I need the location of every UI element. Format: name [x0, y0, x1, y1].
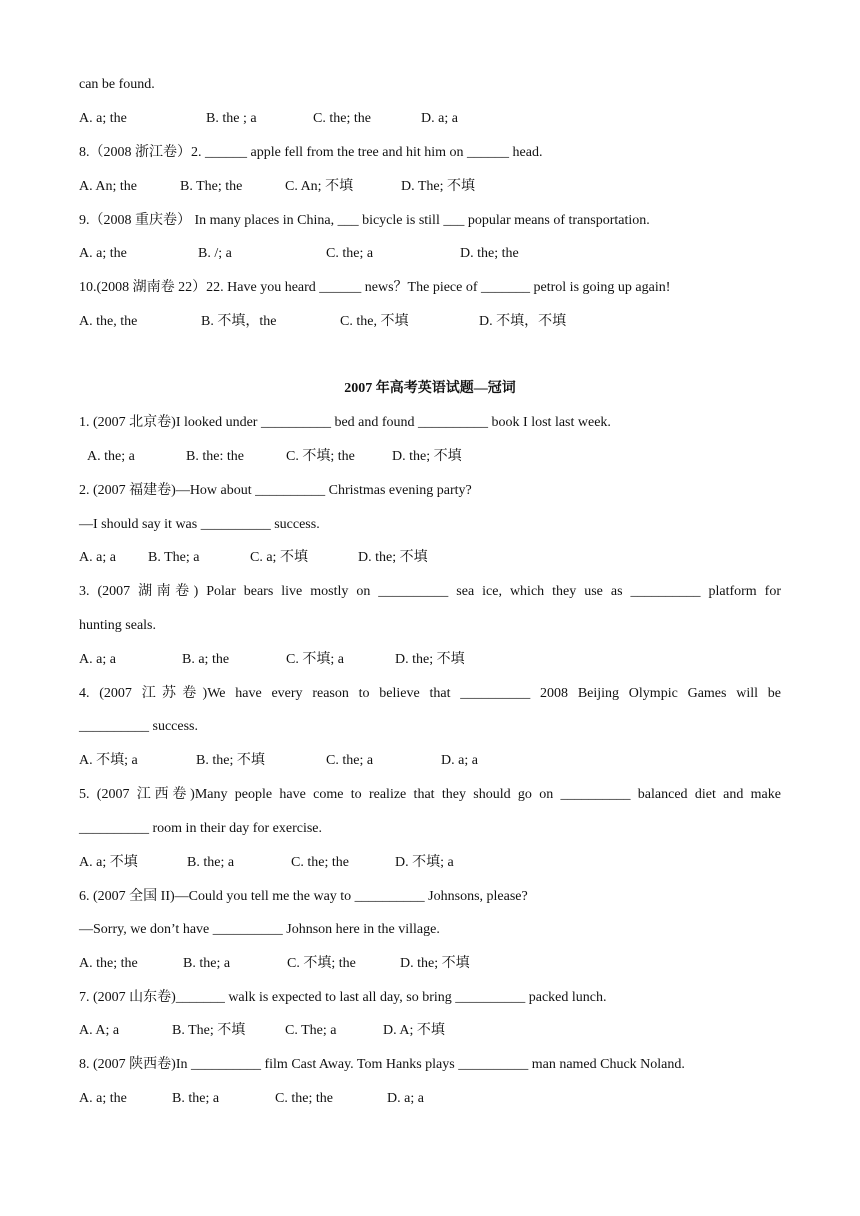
option-c: C. 不填; the: [286, 449, 355, 464]
option-a: A. the; a: [87, 449, 135, 464]
option-b: B. the: the: [186, 449, 244, 464]
option-a: A. a; a: [79, 550, 116, 565]
option-b: B. the; a: [183, 956, 231, 971]
answer-options: [79, 548, 781, 568]
option-a: A. a; 不填: [79, 855, 138, 870]
answer-options: [79, 244, 781, 264]
answer-options: [79, 751, 781, 771]
option-b: B. the ; a: [206, 111, 257, 126]
option-d: D. 不填，不填: [479, 314, 567, 329]
option-c: C. the, 不填: [340, 314, 409, 329]
question-text: 7. (2007 山东卷)_______ walk is expected to last all day, so bring __________ packed lunch.: [79, 990, 607, 1005]
question-text: 10.(2008 湖南卷 22）22. Have you heard ______ news？The piece of _______ petrol is going up again!: [79, 280, 671, 295]
option-d: D. the; the: [460, 246, 519, 261]
answer-options: [79, 447, 781, 467]
option-b: B. a; the: [182, 652, 230, 667]
question-text: 9.（2008 重庆卷） In many places in China, ___ bicycle is still ___ popular means of transportation.: [79, 213, 650, 228]
option-b: B. The; a: [148, 550, 200, 565]
option-d: D. The; 不填: [401, 179, 476, 194]
option-c: C. the; the: [313, 111, 371, 126]
option-d: D. the; 不填: [400, 956, 470, 971]
question-text: __________ success.: [79, 719, 198, 734]
option-a: A. the; the: [79, 956, 138, 971]
question-text: 1. (2007 北京卷)I looked under __________ bed and found __________ book I lost last week.: [79, 415, 611, 430]
option-c: C. a; 不填: [250, 550, 308, 565]
option-a: A. a; the: [79, 246, 127, 261]
answer-options: [79, 853, 781, 873]
option-d: D. a; a: [387, 1091, 424, 1106]
answer-options: [79, 177, 781, 197]
option-a: A. a; a: [79, 652, 116, 667]
option-a: A. 不填; a: [79, 753, 138, 768]
option-b: B. 不填，the: [201, 314, 277, 329]
option-c: C. An; 不填: [285, 179, 354, 194]
option-b: B. The; 不填: [172, 1023, 246, 1038]
option-c: C. The; a: [285, 1023, 337, 1038]
question-text: can be found.: [79, 77, 155, 92]
option-c: C. 不填; a: [286, 652, 344, 667]
section-heading: 2007 年高考英语试题—冠词: [344, 381, 516, 396]
question-text: —Sorry, we don’t have __________ Johnson here in the village.: [79, 922, 440, 937]
answer-options: [79, 312, 781, 332]
option-b: B. the; a: [187, 855, 235, 870]
question-text: __________ room in their day for exercise.: [79, 821, 322, 836]
option-c: C. the; the: [275, 1091, 333, 1106]
option-d: D. the; 不填: [358, 550, 428, 565]
answer-options: [79, 954, 781, 974]
option-a: A. a; the: [79, 1091, 127, 1106]
option-d: D. a; a: [421, 111, 458, 126]
option-c: C. the; the: [291, 855, 349, 870]
option-a: A. An; the: [79, 179, 137, 194]
option-b: B. The; the: [180, 179, 243, 194]
option-d: D. the; 不填: [392, 449, 462, 464]
option-a: A. the, the: [79, 314, 138, 329]
answer-options: [79, 1089, 781, 1109]
answer-options: [79, 109, 781, 129]
question-text: 8. (2007 陕西卷)In __________ film Cast Away. Tom Hanks plays __________ man named Chuck Noland.: [79, 1057, 685, 1072]
question-text: 8.（2008 浙江卷）2. ______ apple fell from the tree and hit him on ______ head.: [79, 145, 543, 160]
option-b: B. the; a: [172, 1091, 220, 1106]
option-c: C. the; a: [326, 246, 374, 261]
option-b: B. /; a: [198, 246, 232, 261]
question-text: hunting seals.: [79, 618, 156, 633]
answer-options: [79, 1021, 781, 1041]
option-d: D. a; a: [441, 753, 478, 768]
question-text: —I should say it was __________ success.: [79, 517, 320, 532]
question-text: 2. (2007 福建卷)—How about __________ Christmas evening party?: [79, 483, 472, 498]
option-c: C. the; a: [326, 753, 374, 768]
option-a: A. a; the: [79, 111, 127, 126]
question-text: 3. (2007 湖南卷) Polar bears live mostly on __________ sea ice, which they use as __________ platform for: [79, 584, 781, 599]
question-text: 5. (2007 江西卷)Many people have come to realize that they should go on __________ balanced diet and make: [79, 787, 781, 802]
option-d: D. the; 不填: [395, 652, 465, 667]
answer-options: [79, 650, 781, 670]
question-text: 4. (2007 江苏卷)We have every reason to believe that __________ 2008 Beijing Olympic Games will be: [79, 686, 781, 701]
option-d: D. A; 不填: [383, 1023, 445, 1038]
option-c: C. 不填; the: [287, 956, 356, 971]
option-b: B. the; 不填: [196, 753, 265, 768]
question-text: 6. (2007 全国 II)—Could you tell me the way to __________ Johnsons, please?: [79, 889, 528, 904]
option-a: A. A; a: [79, 1023, 120, 1038]
option-d: D. 不填; a: [395, 855, 454, 870]
